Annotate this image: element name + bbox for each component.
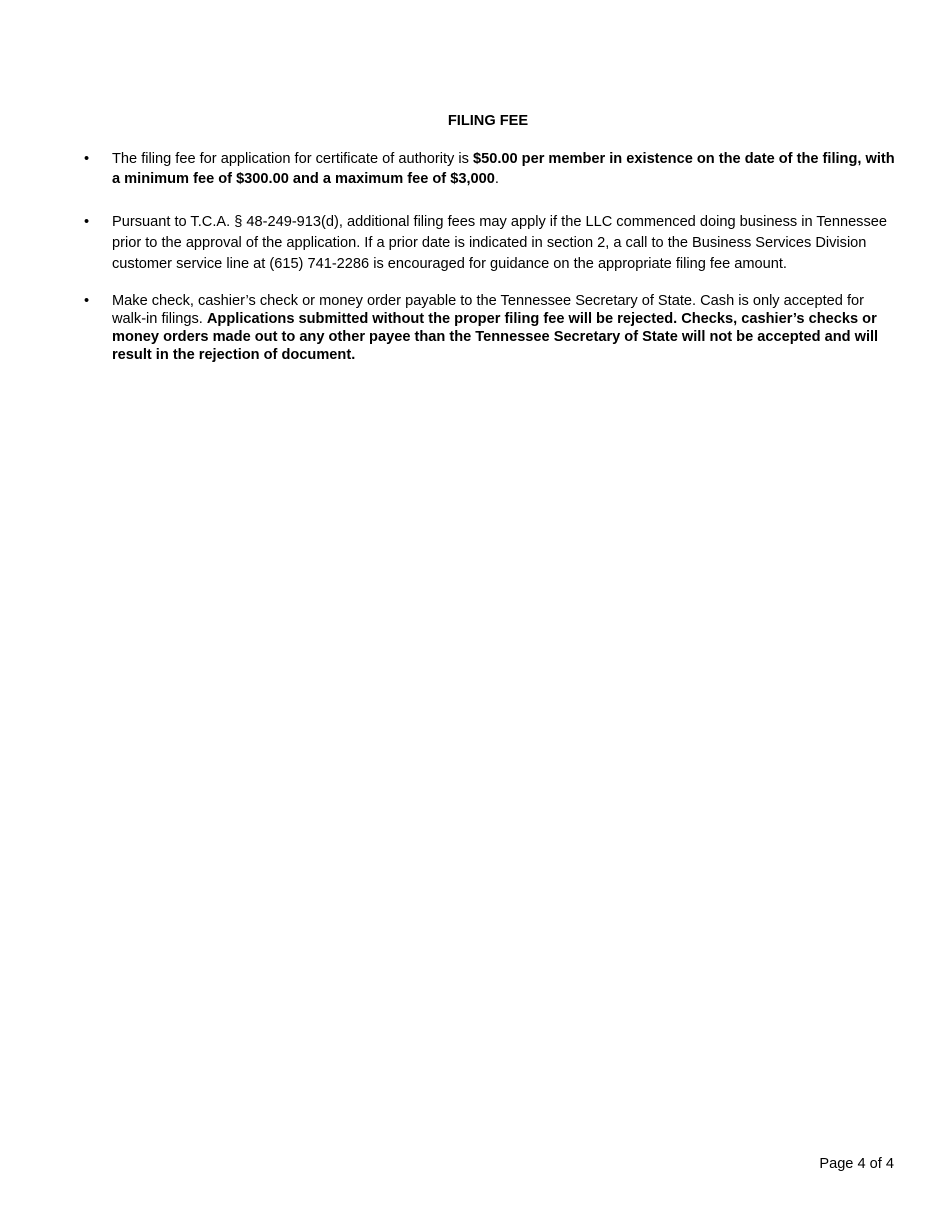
list-item-filing-fee-amount	[84, 150, 896, 189]
bullet-text: The filing fee for application for certificate of authority is	[112, 151, 473, 167]
bullet-text: Make check, cashier’s check or money order payable to the Tennessee Secretary of State. Cash is only accepted for walk-in filings.	[112, 293, 864, 327]
bullet-text-end: .	[494, 170, 499, 187]
bullet-bold-text: Applications submitted without the proper filing fee will be rejected. Checks, cashier’s checks or money orders made out to any other payee than the Tennessee Secretary of State will not be accepted and will result in the rejection of document.	[112, 311, 879, 363]
bullet-icon: •	[84, 151, 90, 167]
bullet-bold-text: $50.00 per member in existence on the date of the filing, with a minimum fee of $300.00 and a maximum fee of $3,000	[112, 151, 895, 187]
filing-fee-list	[84, 150, 896, 364]
bullet-icon: •	[84, 293, 90, 309]
bullet-icon: •	[84, 214, 90, 230]
page-number: Page 4 of 4	[819, 1156, 894, 1172]
list-item-payment-method	[84, 292, 896, 364]
list-item-additional-fees	[84, 212, 896, 275]
bullet-text: Pursuant to T.C.A. § 48-249-913(d), additional filing fees may apply if the LLC commenced doing business in Tennessee prior to the approval of the application. If a prior date is indicated in section 2, a call to the Business Services Division customer service line at (615) 741-2286 is encouraged for guidance on the appropriate filing fee amount.	[112, 214, 888, 272]
page-title: FILING FEE	[447, 113, 529, 129]
